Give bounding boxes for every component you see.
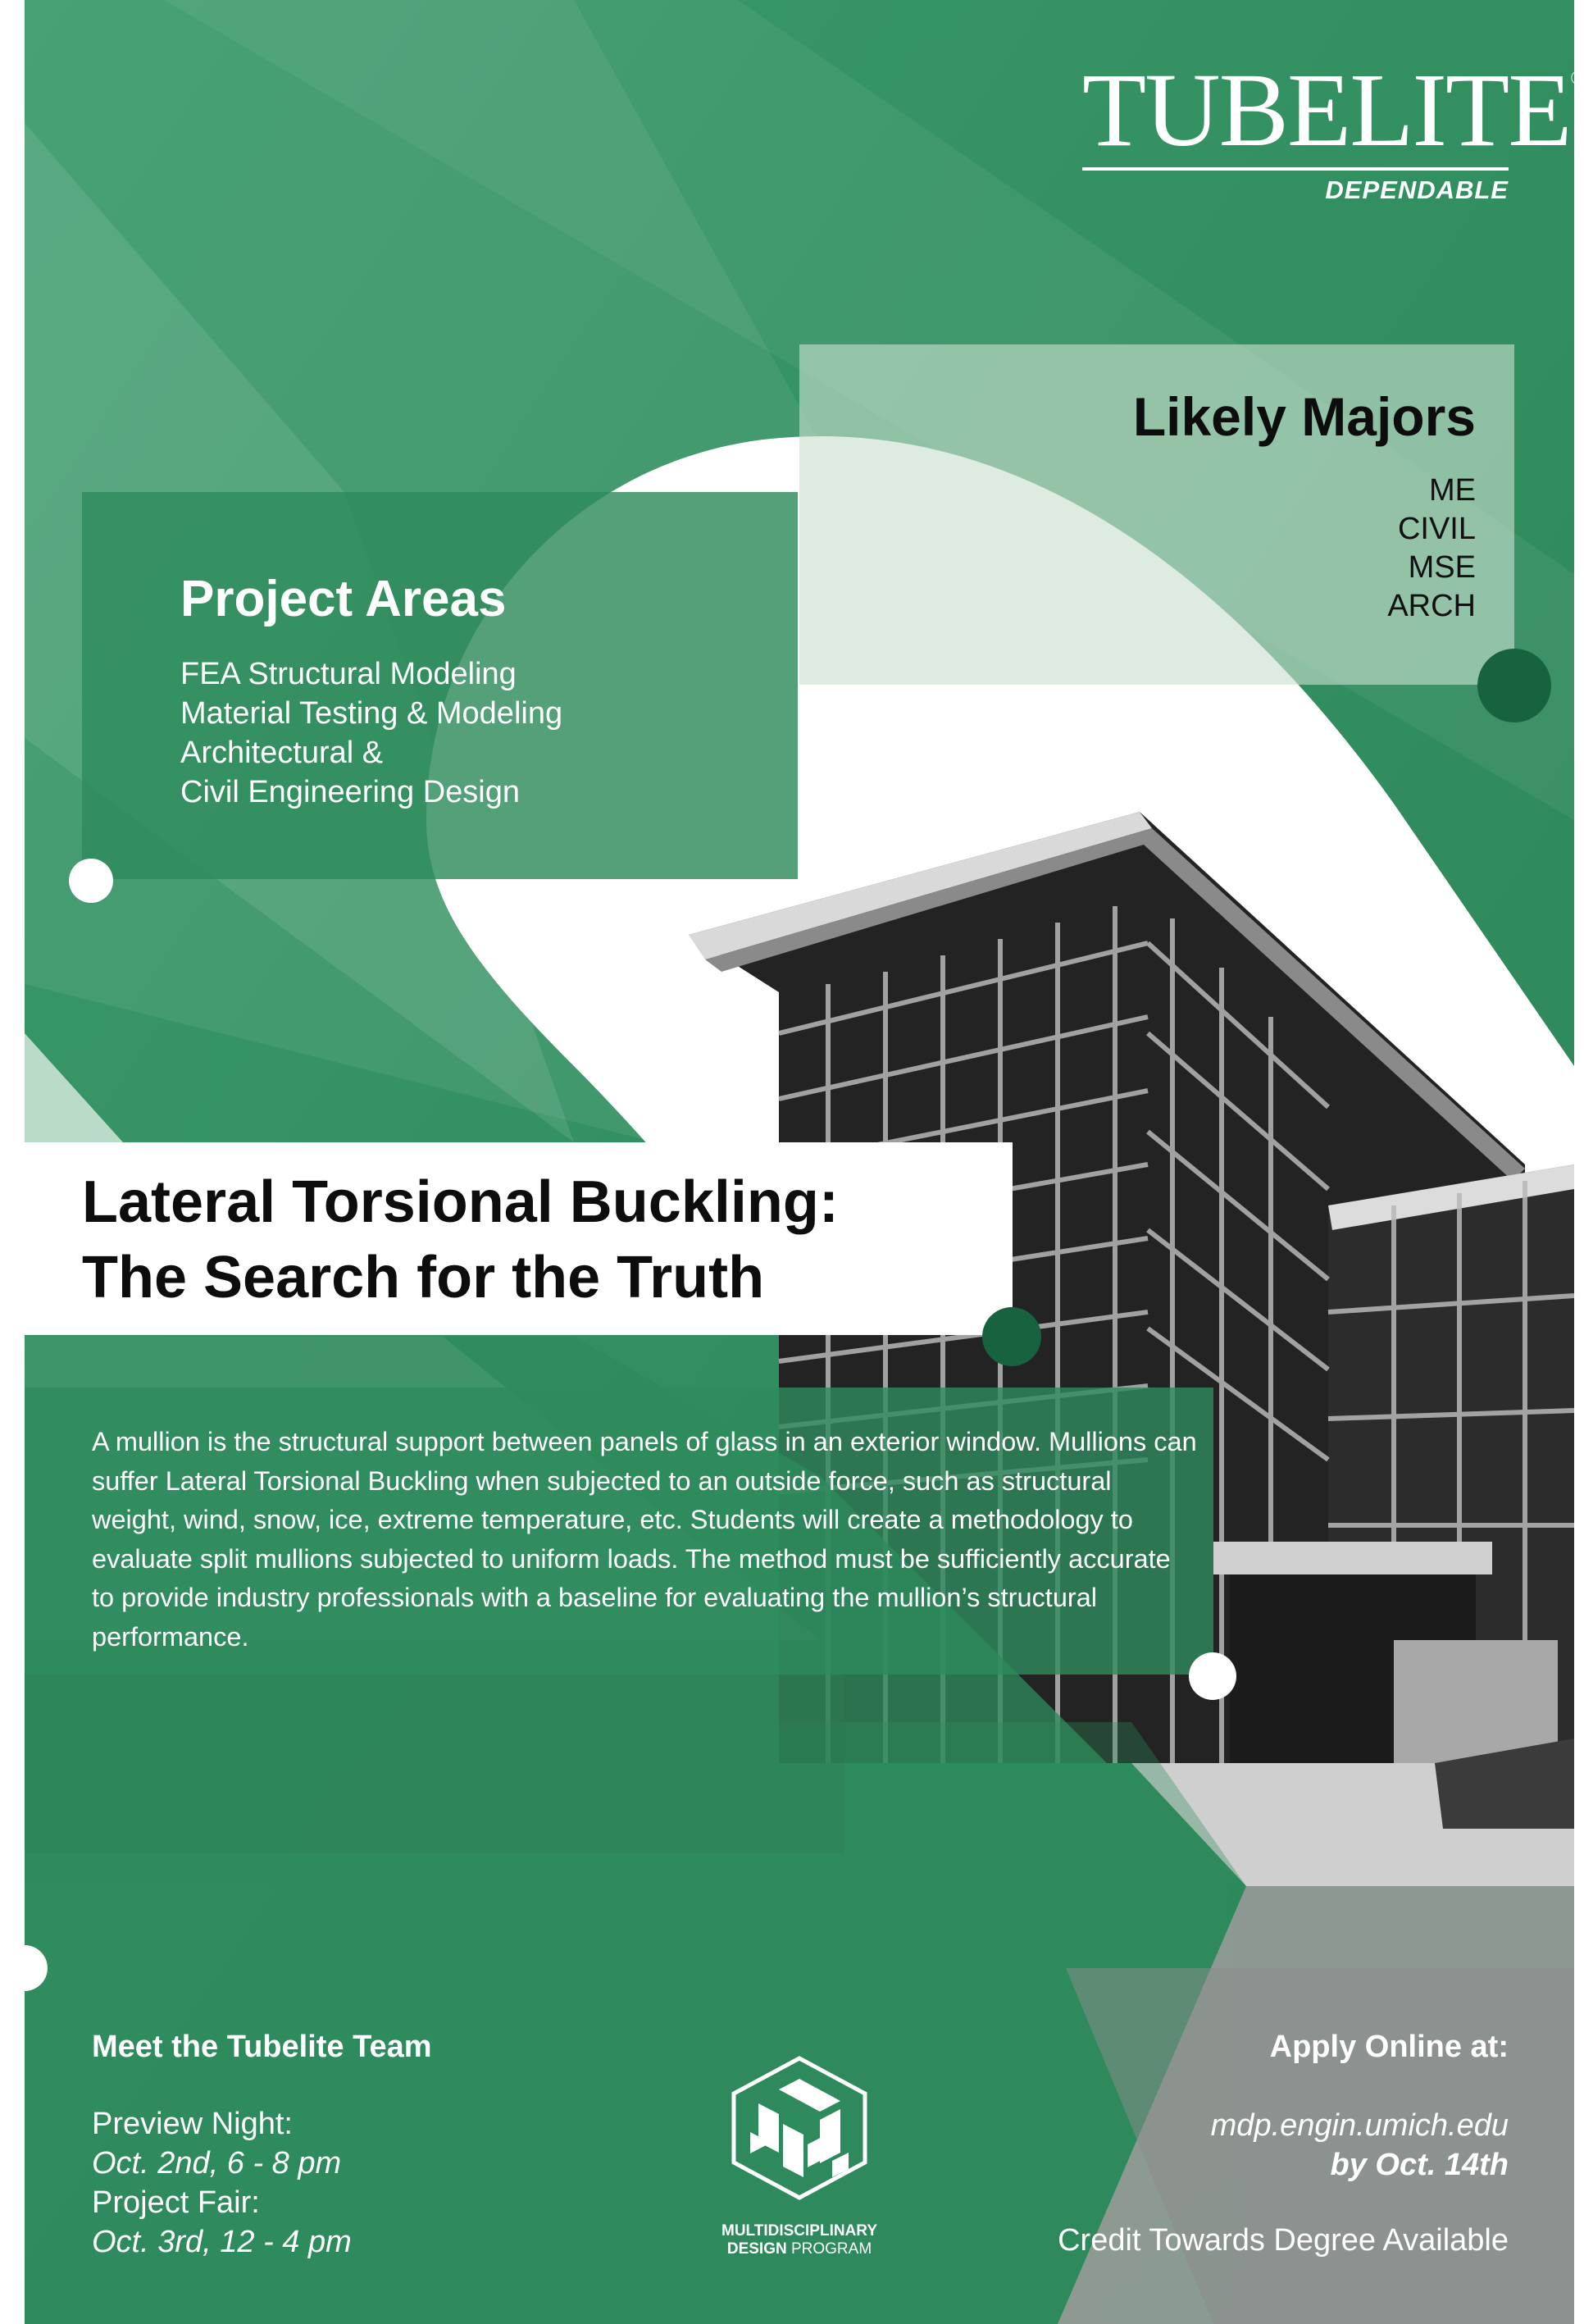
preview-night-label: Preview Night: [92,2107,293,2141]
apply-online-title: Apply Online at: [1269,2030,1509,2064]
project-areas-list [180,654,562,812]
project-area-item: Material Testing & Modeling [180,696,563,731]
mdp-line2-bold: DESIGN [726,2240,787,2258]
registered-mark: ® [1570,68,1584,89]
brand-name-text: TUBELITE [1082,52,1571,168]
project-fair-date: Oct. 3rd, 12 - 4 pm [92,2225,352,2259]
brand-tagline: DEPENDABLE [1325,175,1509,204]
event-schedule [92,2104,352,2262]
decorative-dot-dark [1477,649,1551,722]
meet-team-title: Meet the Tubelite Team [92,2030,432,2064]
project-area-item: Civil Engineering Design [180,775,520,809]
brand-name [1082,52,1584,168]
likely-majors-title: Likely Majors [1132,386,1476,447]
mdp-line2-rest: PROGRAM [786,2240,872,2258]
mdp-line2 [680,2240,918,2258]
project-title [82,1164,839,1315]
decorative-dot-dark [982,1307,1041,1366]
decorative-dot-white [2,1945,48,1991]
mdp-program-name [680,2222,918,2258]
major-item: MSE [1408,550,1476,585]
tubelite-logo [1082,52,1584,205]
project-title-line1: Lateral Torsional Buckling: [82,1169,839,1235]
mdp-line1: MULTIDISCIPLINARY [721,2222,877,2240]
credit-note: Credit Towards Degree Available [1058,2223,1509,2258]
apply-url-link[interactable]: mdp.engin.umich.edu [1210,2108,1509,2143]
likely-majors-list [1387,472,1476,626]
project-area-item: FEA Structural Modeling [180,657,517,691]
preview-night-date: Oct. 2nd, 6 - 8 pm [92,2146,342,2180]
major-item: ARCH [1387,589,1476,623]
project-fair-label: Project Fair: [92,2185,260,2220]
project-area-item: Architectural & [180,736,384,770]
project-areas-title: Project Areas [180,571,507,627]
decorative-dot-white [1189,1652,1236,1700]
decorative-dot-white [69,859,113,903]
apply-deadline: by Oct. 14th [1330,2148,1509,2182]
major-item: CIVIL [1397,512,1476,546]
project-description: A mullion is the structural support between panels of glass in an exterior window. Mullions can suffer Lateral Torsional Buckling when subjected to an outside force, such as structural weight, wind, snow, ice, extreme temperature, etc. Students will create a methodology to evaluate split mullions subjected to uniform loads. The method must be sufficiently accurate to provide industry professionals with a baseline for evaluating the mullion’s structural performance. [92,1427,1197,1652]
mdp-logo-icon [726,2054,873,2202]
project-title-line2: The Search for the Truth [82,1245,765,1310]
major-item: ME [1429,473,1476,508]
